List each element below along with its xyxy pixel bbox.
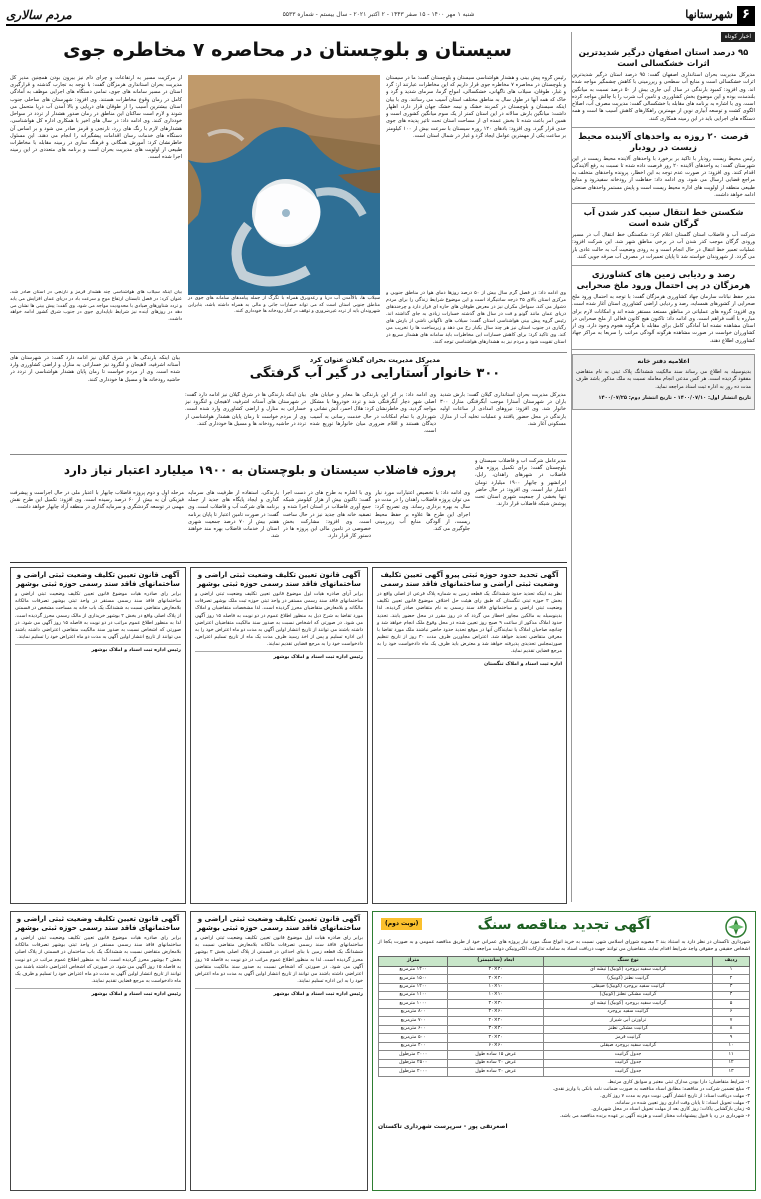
table-cell: جدول گرانیت [544, 1059, 713, 1067]
photo-caption-text: سیلاب ها، بالاآمدن آب دریا و رعدوبرق همراه با تگرگ از جمله پیامدهای سامانه های جوی در مناطق جنوبی استان است که می تواند خسارات جانی و مالی به همراه داشته باشد، بنابراین شهروندان باید از تردد غیرضروری و توقف در کنار رودخانه ها خودداری کنند. [188, 296, 380, 315]
table-row [379, 1034, 750, 1042]
divider [572, 203, 755, 204]
mid-story-2-col-c: وی با اشاره به طرح های در دست اجرا گفت: تاکنون بیش از هزار کیلومتر شبکه جمع آوری فاضلاب در استان اجرا شده و تصفیه خانه های جدید نیز در حال ساخت است. وی افزود: مشارکت بخش خصوصی در تامین مالی این پروژه ها در دستور کار قرار دارد. [283, 490, 371, 540]
table-row [379, 966, 750, 974]
tender-note: ۴- مهلت تحویل اسناد: تا پایان وقت اداری روز تعیین شده در سامانه. [614, 1100, 750, 1106]
mid-story-1-col-b: وی ادامه داد: بر اثر این بارندگی ها معابر و خیابان های اصلی شهر دچار آبگرفتگی شد و تردد خودروها با مشکل مواجه گردید. وی خاطرنشان کرد: هلال احمر، آتش نشانی و شهرداری با تمام امکانات در حال خدمت رسانی به آسیب دیدگان هستند و اقلام ضروری میان خانوارها توزیع شده است. [310, 392, 436, 435]
tender-badge: (نوبت دوم) [381, 918, 422, 930]
ad-body: برابر آرای صادره هیات اول موضوع قانون تعیین تکلیف وضعیت ثبتی اراضی و ساختمانهای فاقد سند رسمی مستقر در واحد ثبتی حوزه ثبت ملک بوشهر تصرفات مالکانه و بلامعارض متقاضیان محرز گردیده است. لذا مشخصات متقاضیان و املاک مورد تقاضا به شرح ذیل به منظور اطلاع عموم در دو نوبت به فاصله ۱۵ روز آگهی می شود. در صورتی که اشخاص نسبت به صدور سند مالکیت متقاضیان اعتراضی داشته باشند می توانند از تاریخ انتشار اولین آگهی به مدت دو ماه اعتراض خود را به این اداره تسلیم و پس از اخذ رسید ظرف مدت یک ماه از تاریخ تسلیم اعتراض، دادخواست خود را به مرجع قضایی تقدیم نمایند. [195, 591, 363, 647]
ad-footer: رئیس اداره ثبت اسناد و املاک بوشهر [195, 651, 363, 661]
table-row [379, 1017, 750, 1025]
mid-story-2-col-d: بارندگی، استفاده از ظرفیت های سرمایه گذاری و ایجاد پایگاه های جدید از جمله برنامه های شرکت آب و فاضلاب است. وی گفت: در صورت تامین اعتبار تا پایان برنامه هفتم بیش از ۷۰ درصد جمعیت شهری استان از خدمات فاضلاب بهره مند خواهند شد. [188, 490, 279, 540]
tender-table-header [379, 957, 750, 966]
tender-note: ۲- مبلغ تضمین شرکت در مناقصه: مطابق اسناد مناقصه به صورت ضمانت نامه بانکی یا واریز نقدی. [552, 1086, 750, 1092]
news-headline-2: فرصت ۲۰ روزه به واحدهای آلاینده محیط زیست در رودبار [578, 131, 749, 153]
satellite-photo [188, 75, 380, 295]
photo-caption [188, 296, 380, 316]
table-cell: ۹ [713, 1034, 750, 1042]
table-cell: گرانیت مشکی نطنز (کوبیک) [544, 991, 713, 999]
header-cell: ردیف [713, 957, 750, 966]
news-body-4: مدیر حفظ نباتات سازمان جهاد کشاورزی هرمزگان گفت: با توجه به احتمال ورود ملخ صحرایی از کشورهای همسایه، رصد و ردیابی اراضی کشاورزی استان آغاز شده است. وی افزود: گروه های عملیاتی در مناطق مستعد مستقر شده اند و امکانات لازم برای مبارزه با آفت فراهم است. وی ادامه داد: تاکنون هیچ کانون فعالی از ملخ صحرایی در استان مشاهده نشده اما آمادگی کامل برای مقابله با هرگونه هجوم وجود دارد. وی از کشاورزان خواست در صورت مشاهده هرگونه آلودگی مراتب را سریعا به مراکز جهاد کشاورزی اطلاع دهند. [572, 294, 755, 344]
table-cell: ۱۰×۱۰ [448, 983, 544, 991]
table-cell: ۵ [713, 1000, 750, 1008]
ad-title: آگهی تحدید حدود حوزه ثبتی پیرو آگهی تعیین تکلیف وضعیت ثبتی اراضی و ساختمانهای فاقد سند رسمی [380, 571, 559, 589]
notice-title: اعلامیه دفتر خانه [637, 357, 690, 365]
header-cell: ابعاد (سانتیمتر) [448, 957, 544, 966]
header-cell: متراژ [379, 957, 448, 966]
table-cell: عرض ۳۰ ساده طول [448, 1068, 544, 1076]
tender-title: آگهی تجدید مناقصه سنگ [477, 917, 651, 933]
table-cell: ۵۰۰ مترمربع [379, 1034, 448, 1042]
table-cell: گرانیت نطنز (کوبیک) [544, 975, 713, 983]
table-row [379, 1051, 750, 1059]
table-cell: ۸ [713, 1025, 750, 1033]
table-row [379, 975, 750, 983]
section-name: شهرستانها [685, 7, 733, 21]
divider [572, 127, 755, 128]
tender-signature: اصغرتقی پور - سرپرست شهرداری تاکستان [378, 1123, 508, 1131]
table-cell: گرانیت سفید بروجرد (کوبیک) صیقلی [544, 983, 713, 991]
table-cell: ۱۳ [713, 1068, 750, 1076]
column-rule [571, 32, 572, 902]
ad-footer: رئیس اداره ثبت اسناد و املاک بوشهر [15, 988, 181, 998]
masthead [6, 6, 755, 26]
mid-story-2-header [10, 462, 510, 484]
main-story-col-2: وی ادامه داد: در فصل گرم سال بیش از ۵۰ درصد روزها دمای هوا در مناطق جنوبی و مرکزی استان بالای ۴۵ درجه سانتیگراد است و این موضوع شرایط زندگی را برای مردم دشوار می کند. سواحل مکران نیز در معرض طوفان های حاره ای قرار دارد و چرخندهای دریای عمان مانند گونو و فت در سال های گذشته خسارات زیادی به جای گذاشته اند. رئیس گروه پیش بینی هواشناسی استان گفت: سیلاب های ناگهانی ناشی از بارش های رگباری در جنوب استان نیز هر چند سال یکبار رخ می دهد و زیرساخت ها را تخریب می کند. وی تاکید کرد: برای کاهش خسارات این مخاطرات باید سامانه های هشدار سریع در استان تقویت شود و مردم نیز به هشدارهای هواشناسی توجه کنند. [386, 290, 566, 345]
table-cell: ۱۱۰۰ مترمربع [379, 991, 448, 999]
table-cell: ۱۲ [713, 1059, 750, 1067]
tender-intro: شهرداری تاکستان در نظر دارد به استناد بند ۲ مصوبه شورای اسلامی شهر، نسبت به خرید انواع سنگ مورد نیاز پروژه های عمرانی خود از طریق مناقصه عمومی و به صورت یکجا از اشخاص حقیقی و حقوقی واجد شرایط اقدام نماید. متقاضیان می توانند جهت دریافت اسناد به سامانه تدارکات الکترونیکی دولت مراجعه نمایند. [378, 938, 750, 952]
table-cell: ۱۵۰۰ مترمربع [379, 975, 448, 983]
registry-ad-2 [190, 567, 368, 904]
table-cell: ۷ [713, 1017, 750, 1025]
table-cell: گرانیت سفید بروجرد [544, 1008, 713, 1016]
tender-note: ۳- مهلت دریافت اسناد: از تاریخ انتشار آگهی نوبت دوم به مدت ۷ روز کاری. [600, 1093, 750, 1099]
table-cell: گرانیت سفید بروجرد (کوبیک) تیشه ای [544, 966, 713, 974]
table-cell: ۴ [713, 991, 750, 999]
mid-story-2-headline: پروژه فاضلاب سیستان و بلوچستان به ۱۹۰۰ میلیارد اعتبار نیاز دارد [63, 463, 457, 477]
table-cell: ۳ [713, 983, 750, 991]
table-cell: گرانیت سفید بروجرد (کوبیک) تیشه ای [544, 1000, 713, 1008]
registry-ad-1 [372, 567, 567, 904]
paper-name: مردم سالاری [6, 7, 72, 22]
mid-story-1-subhead: مدیرکل مدیریت بحران گیلان عنوان کرد [309, 356, 441, 364]
divider [572, 265, 755, 266]
table-row [379, 1008, 750, 1016]
ad-title: آگهی قانون تعیین تکلیف وضعیت ثبتی اراضی و ساختمانهای فاقد سند رسمی حوزه ثبتی بوشهر [197, 571, 361, 589]
news-headline-3: شکستن خط انتقال سیب کدر شدن آب گرگان شده است [583, 208, 744, 230]
page-number: ۶ [737, 6, 755, 24]
ad-body: نظر به اینکه تحدید حدود ششدانگ یک قطعه زمین به شماره پلاک فرعی از اصلی واقع در بخش ۲ حوزه ثبتی تنگستان که طبق رای هیئت حل اختلاف موضوع قانون تعیین تکلیف وضعیت ثبتی اراضی و ساختمانهای فاقد سند رسمی به نام متقاضی صادر گردیده، لذا بدینوسیله به مالکین مجاور اخطار می گردد که در روز مقرر در محل حضور یابند. تحدید حدود املاک مذکور از ساعت ۹ صبح روز تعیین شده در محل وقوع ملک انجام خواهد شد و چنانچه صاحبان املاک یا نمایندگان آنها در موقع تحدید حدود حاضر نباشند ملک مورد تقاضا با معرفی متقاضی تحدید خواهد شد. اعتراض مجاورین ظرف مدت ۳۰ روز از تاریخ تنظیم صورتمجلس تحدیدی پذیرفته خواهد شد و معترض باید ظرف یک ماه دادخواست خود را به مرجع قضایی تقدیم نماید. [377, 591, 563, 655]
mid-story-2-col-b: وی ادامه داد: با تخصیص اعتبارات مورد نیاز می توان پروژه فاضلاب زاهدان را در مدت دو سال به بهره برداری رساند. وی تصریح کرد: اجرای این طرح ها علاوه بر حفظ محیط زیست، از آلودگی منابع آب زیرزمینی جلوگیری می کند. [375, 490, 470, 533]
table-cell: ۱ [713, 966, 750, 974]
main-story-col-1: رئیس گروه پیش بینی و هشدار هواشناسی سیستان و بلوچستان گفت: ما در سیستان و بلوچستان در محاصره ۷ مخاطره جوی قرار داریم که این مخاطرات عبارتند از: گرد و غبار، طوفان، سیلاب های ناگهانی، خشکسالی، امواج گرما، سرمای شدید و گرد و خاک که همه آنها در طول سال به مناطق مختلف استان آسیب می رسانند. وی با بیان اینکه سیستان و بلوچستان در کمربند خشک و نیمه خشک جهان قرار دارد، اظهار داشت: میانگین بارش سالانه در این استان کمتر از یک سوم میانگین کشوری است و همین امر باعث شده تا بخش عمده ای از مساحت استان تحت تاثیر پدیده های جوی حدی قرار گیرد. وی افزود: بادهای ۱۲۰ روزه سیستان با سرعت بیش از ۱۰۰ کیلومتر بر ساعت یکی از مهمترین عوامل ایجاد گرد و غبار در شمال استان است. [386, 75, 566, 139]
mid-story-1-header [185, 356, 565, 390]
news-tag: اخبار کوتاه [721, 32, 755, 42]
notice-box [572, 354, 755, 410]
tender-note: ۱- شرایط متقاضیان: دارا بودن مدارک ثبتی معتبر و سوابق کاری مرتبط. [607, 1079, 750, 1085]
table-cell: ۱۰ [713, 1042, 750, 1050]
ad-body: برابر رای صادره هیات موضوع قانون تعیین تکلیف وضعیت ثبتی اراضی و ساختمانهای فاقد سند رسمی مستقر در واحد ثبتی بوشهر تصرفات مالکانه بلامعارض متقاضی نسبت به ششدانگ یک باب خانه به مساحت مشخص در قسمتی از پلاک اصلی واقع در بخش ۲ بوشهر خریداری از مالک رسمی محرز گردیده است. لذا به منظور اطلاع عموم مراتب در دو نوبت به فاصله ۱۵ روز آگهی می شود. در صورتی که اشخاص نسبت به صدور سند مالکیت متقاضی اعتراضی داشته باشند می توانند از تاریخ انتشار اولین آگهی به مدت دو ماه اعتراض خود را تسلیم نمایند. [15, 591, 182, 640]
table-cell: ۲۰۰۰ مترطول [379, 1068, 448, 1076]
header-cell: نوع سنگ [544, 957, 713, 966]
table-cell: ۴۰۰ مترمربع [379, 1042, 448, 1050]
table-row [379, 1025, 750, 1033]
divider [572, 349, 755, 350]
notice-foot: تاریخ انتشار اول: ۱۴۰۰/۰۷/۱۰ - تاریخ انتشار دوم: ۱۴۰۰/۰۷/۲۵ [598, 394, 751, 401]
table-cell: ۴۰×۳۰ [448, 1025, 544, 1033]
ad-title: آگهی قانون تعیین تکلیف وضعیت ثبتی اراضی و ساختمانهای فاقد سند رسمی حوزه ثبتی بوشهر [16, 571, 180, 589]
tender-ad [372, 911, 756, 1191]
notice-body: بدینوسیله به اطلاع می رساند سند مالکیت ششدانگ پلاک ثبتی به نام متقاضی مفقود گردیده است. هر کس مدعی انجام معامله نسبت به ملک مذکور باشد ظرف مدت ده روز به اداره ثبت اسناد مراجعه نماید. [576, 369, 751, 390]
news-body-3: شرکت آب و فاضلاب استان گلستان اعلام کرد: شکستگی خط انتقال آب در مسیر ورودی گرگان موجب کدر شدن آب در برخی مناطق شهر شد. این شرکت افزود: عملیات تعمیر خط انتقال در حال انجام است و به زودی وضعیت آب به حالت عادی باز می گردد. از شهروندان خواسته شد تا پایان تعمیرات در مصرف آب صرفه جویی کنند. [572, 232, 755, 260]
table-row [379, 1059, 750, 1067]
news-body-2: رئیس محیط زیست رودبار با تاکید بر برخورد با واحدهای آلاینده محیط زیست در این شهرستان گفت: به واحدهای آلاینده ۲۰ روز فرصت داده شده تا نسبت به رفع آلایندگی اقدام کنند. وی افزود: در صورت عدم توجه به این اخطار، پرونده واحدهای متخلف به مراجع قضایی ارسال می شود. وی ادامه داد: حفاظت از رودخانه سفیدرود و منابع طبیعی منطقه از اولویت های اداره محیط زیست است و پایش مستمر واحدهای صنعتی ادامه خواهد داشت. [572, 155, 755, 198]
table-cell: ۲ [713, 975, 750, 983]
mid-story-1-col-a: مدیرکل مدیریت بحران استانداری گیلان گفت: بارش شدید باران در شهرستان آستارا موجب آبگرفتگی منازل ۳۰۰ خانوار شد. وی افزود: نیروهای امدادی از ساعات اولیه بارندگی در محل حضور یافتند و عملیات تخلیه آب از منازل مسکونی آغاز شد. [440, 392, 566, 427]
section-rule [10, 454, 567, 455]
table-cell: گرانیت قرمز [544, 1034, 713, 1042]
news-body-1: مدیرکل مدیریت بحران استانداری اصفهان گفت: ۹۵ درصد استان درگیر شدیدترین اثرات خشکسالی است و منابع آب سطحی و زیرزمینی با کاهش چشمگیر مواجه شده اند. وی افزود: کمبود بارندگی در سال آبی جاری بیش از ۵۰ درصد نسبت به میانگین بلندمدت بوده و این موضوع بخش کشاورزی و تامین آب شرب را با چالش مواجه کرده است. وی با اشاره به برنامه های مقابله با خشکسالی گفت: مدیریت مصرف آب، اصلاح الگوی کشت و توسعه آبیاری نوین از مهمترین راهکارهای کاهش آسیب ها است و همه دستگاه های اجرایی باید در این زمینه همکاری کنند. [572, 72, 755, 122]
ad-footer: رئیس اداره ثبت اسناد و املاک بوشهر [15, 644, 181, 654]
mid-story-2-col-e: مرحله اول و دوم پروژه فاضلاب چابهار با اعتبار ملی در حال اجراست و پیشرفت فیزیکی آن به بیش از ۶۰ درصد رسیده است. وی افزود: تکمیل این طرح نقش مهمی در توسعه گردشگری و سرمایه گذاری در منطقه آزاد چابهار خواهد داشت. [10, 490, 184, 511]
ad-footer: اداره ثبت اسناد و املاک تنگستان [377, 658, 562, 668]
table-row [379, 1042, 750, 1050]
tender-table-body [379, 966, 750, 1076]
mid-story-1-headline: ۳۰۰ خانوار آستارایی در گیر آب گرفتگی [249, 366, 501, 382]
tender-table [378, 956, 750, 1077]
registry-ad-4 [190, 911, 368, 1191]
table-cell: ۱۲۰۰ مترمربع [379, 983, 448, 991]
ad-body: برابر رای صادره هیات موضوع قانون تعیین تکلیف وضعیت ثبتی اراضی و ساختمانهای فاقد سند رسمی مستقر در واحد ثبتی بوشهر تصرفات مالکانه بلامعارض متقاضی نسبت به ششدانگ یک باب ساختمان در قسمتی از پلاک اصلی بخش ۲ بوشهر محرز گردیده است. لذا به منظور اطلاع عموم مراتب در دو نوبت به فاصله ۱۵ روز آگهی می شود. در صورتی که اشخاص اعتراضی داشته باشند می توانند از تاریخ انتشار اولین آگهی به مدت دو ماه اعتراض خود را تسلیم و ظرف یک ماه دادخواست به مرجع قضایی تقدیم نمایند. [15, 935, 181, 984]
table-cell: عرض ۲۰ ساده طول [448, 1059, 544, 1067]
right-news-column [572, 32, 755, 900]
table-cell: ۴۰×۴۰ [448, 966, 544, 974]
table-cell: گرانیت مشکی نطنز [544, 1025, 713, 1033]
table-cell: ۲۰×۲۰ [448, 1017, 544, 1025]
table-cell: ۳۰×۳۰ [448, 1000, 544, 1008]
table-row [379, 1068, 750, 1076]
table-cell: ۶۰×۶۰ [448, 1042, 544, 1050]
table-cell: ۴۰×۴۰ [448, 1034, 544, 1042]
registry-ad-3 [10, 567, 186, 904]
ad-title: آگهی قانون تعیین تکلیف وضعیت ثبتی اراضی و ساختمانهای فاقد سند رسمی حوزه ثبتی بوشهر [197, 915, 361, 933]
table-cell: ۱۴۰۰ مترمربع [379, 966, 448, 974]
table-cell: ۴۰×۴۰ [448, 975, 544, 983]
table-cell: ۱۱ [713, 1051, 750, 1059]
main-story-col-3: از مرکزیت مسیر به ارتفاعات و چرای دام نیز بیرون بودن همچنین مدیر کل مدیریت بحران استانداری هرمزگان گفت: با توجه به تجارب گذشته و قرارگیری استان در مسیر سامانه های جوی، تمامی دستگاه های اجرایی موظف به آمادگی کامل در زمان وقوع مخاطرات هستند. وی افزود: شهرستان های ساحلی جنوب استان بیشترین آسیب را از طوفان های دریایی و بالا آمدن آب دریا متحمل می شوند و لازم است ساکنان این مناطق در زمان صدور هشدار از تردد در سواحل خودداری کنند. وی ادامه داد: در سال های اخیر با همکاری اداره کل هواشناسی، هشدارهای لازم با رنگ های زرد، نارنجی و قرمز صادر می شود و بر اساس آن دستگاه های خدمات رسان اقدامات پیشگیرانه را انجام می دهند. این مسئول خاطرنشان کرد: آموزش همگانی و فرهنگ سازی در زمینه مقابله با مخاطرات طبیعی از اولویت های مدیریت بحران است و برنامه های متعددی در این زمینه اجرا شده است. [10, 75, 182, 161]
mid-story-1-col-b2: بیان اینکه بارندگی ها در شرق گیلان نیز ادامه دارد گفت: در شهرستان های آستانه اشرفیه، لاهیجان و لنگرود نیز خساراتی به منازل و اراضی کشاورزی وارد شده است. وی از مردم خواست تا زمان پایان هشدار هواشناسی از تردد در حاشیه رودخانه ها و مسیل ها خودداری کنند. [185, 392, 306, 427]
table-cell: ۱۰۰۰ مترمربع [379, 1000, 448, 1008]
mid-story-1-col-c: بیان اینکه بارندگی ها در شرق گیلان نیز ادامه دارد گفت: در شهرستان های آستانه اشرفیه، لاهیجان و لنگرود نیز خساراتی به منازل و اراضی کشاورزی وارد شده است. وی از مردم خواست تا زمان پایان هشدار هواشناسی از تردد در حاشیه رودخانه ها و مسیل ها خودداری کنند. [10, 355, 180, 383]
municipality-logo-icon [725, 916, 747, 938]
tender-note: ۶- شهرداری در رد یا قبول پیشنهادات مختار است و هزینه آگهی بر عهده برنده مناقصه می باشد. [559, 1114, 750, 1120]
news-headline-1: ۹۵ درصد استان اصفهان درگیر شدیدترین اثرات خشکسالی است [578, 48, 749, 70]
table-cell: ۶۰×۴۰ [448, 1008, 544, 1016]
table-row [379, 983, 750, 991]
table-cell: ۶۰۰ مترمربع [379, 1025, 448, 1033]
table-cell: ۱۰×۱۰ [448, 991, 544, 999]
table-cell: جدول گرانیت [544, 1051, 713, 1059]
table-cell: گرانیت سفید بروجرد صیقلی [544, 1042, 713, 1050]
section-header [685, 6, 755, 24]
ad-title: آگهی قانون تعیین تکلیف وضعیت ثبتی اراضی و ساختمانهای فاقد سند رسمی حوزه ثبتی بوشهر [16, 915, 180, 933]
ad-body: برابر رای صادره هیات اول موضوع قانون تعیین تکلیف وضعیت ثبتی اراضی و ساختمانهای فاقد سند رسمی تصرفات مالکانه بلامعارض متقاضی نسبت به ششدانگ یک قطعه زمین با بنای احداثی در قسمتی از پلاک اصلی بخش ۲ بوشهر محرز گردیده است. لذا به منظور اطلاع عموم مراتب در دو نوبت به فاصله ۱۵ روز آگهی می شود. در صورتی که اشخاص نسبت به صدور سند مالکیت متقاضی اعتراضی داشته باشند می توانند از تاریخ انتشار اولین آگهی به مدت دو ماه اعتراض خود را به این اداره تسلیم نمایند. [195, 935, 363, 984]
table-cell: ۷۰۰ مترمربع [379, 1017, 448, 1025]
tender-notes [378, 1080, 750, 1122]
table-row [379, 991, 750, 999]
main-headline: سیستان و بلوچستان در محاصره ۷ مخاطره جوی [63, 39, 512, 61]
main-story-caption-right: بیان اینکه سیلاب های هواشناسی چند هشدار قرمز و نارنجی در استان صادر شد، عنوان کرد: در فصل تابستان ارتفاع موج و سرعت باد در دریای عمان افزایش می یابد و تردد شناورهای صیادی با محدودیت مواجه می شود. وی گفت: پیش بینی ها نشان می دهد در روزهای آینده نیز شرایط ناپایداری جوی در جنوب شرق کشور ادامه خواهد داشت. [10, 290, 182, 323]
table-cell: جدول گرانیت [544, 1068, 713, 1076]
table-row [379, 1000, 750, 1008]
section-rule [10, 352, 567, 353]
table-cell: عرض ۱۵ ساده طول [448, 1051, 544, 1059]
dateline: شنبه ۱ مهر ۱۴۰۰ - ۱۵ صفر ۱۴۴۳ - ۲ اکتبر ۲۰۲۱ - سال بیستم - شماره ۵۵۳۳ [282, 10, 475, 18]
table-cell: ۸۰۰ مترمربع [379, 1008, 448, 1016]
cyclone-satellite-image [188, 75, 380, 295]
section-rule [10, 562, 567, 563]
mid-story-2-col-a: مدیرعامل شرکت آب و فاضلاب سیستان و بلوچستان گفت: برای تکمیل پروژه های فاضلاب در شهرهای زاهدان، زابل، ایرانشهر و چابهار ۱۹۰۰ میلیارد تومان اعتبار نیاز است. وی افزود: در حال حاضر تنها بخشی از جمعیت شهری استان تحت پوشش شبکه فاضلاب قرار دارند. [475, 458, 566, 508]
tender-note: ۵- زمان بازگشایی پاکات: روز کاری بعد از مهلت تحویل اسناد در محل شهرداری. [591, 1107, 750, 1113]
table-cell: ۲۵۰۰ مترطول [379, 1059, 448, 1067]
registry-ad-5 [10, 911, 186, 1191]
table-cell: ۳۰۰۰ مترطول [379, 1051, 448, 1059]
table-cell: تراورتن آبی شیراز [544, 1017, 713, 1025]
table-cell: ۶ [713, 1008, 750, 1016]
ad-footer: رئیس اداره ثبت اسناد و املاک بوشهر [195, 988, 363, 998]
news-headline-4: رصد و ردیابی زمین های کشاورزی هرمزگان در پی احتمال ورود ملخ صحرایی [576, 270, 751, 292]
